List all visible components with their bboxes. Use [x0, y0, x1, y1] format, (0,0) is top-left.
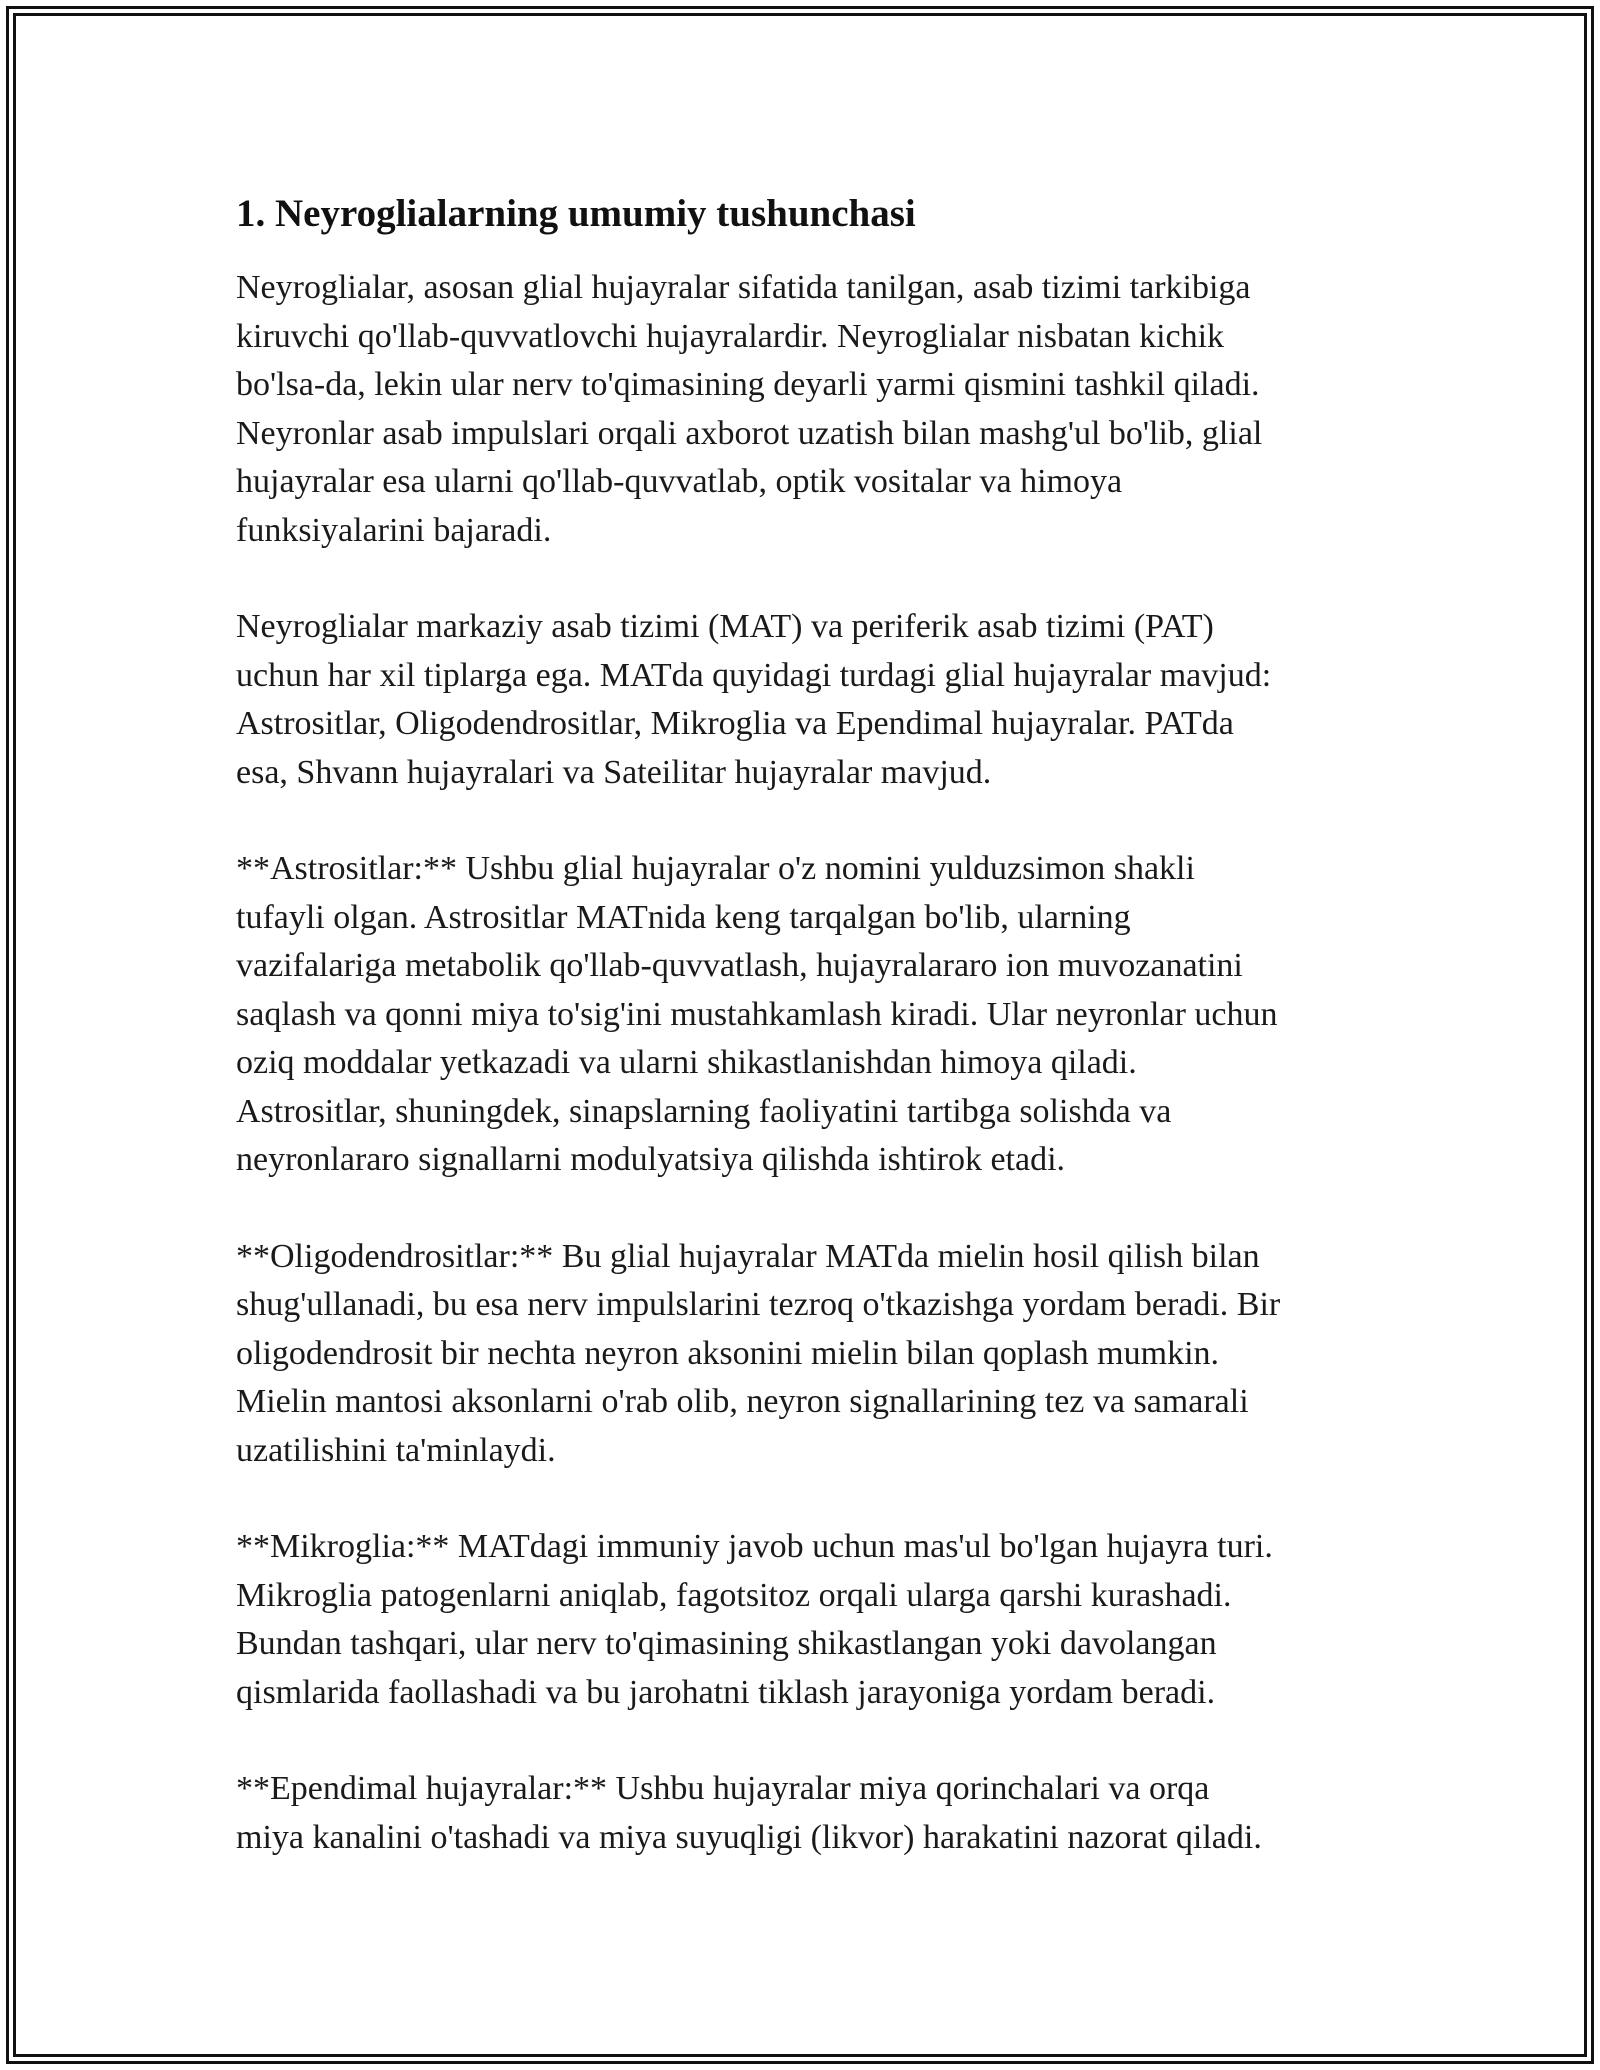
text-line: Astrositlar, shuningdek, sinapslarning faoliyatini tartibga solishda va	[236, 1092, 1172, 1130]
paragraph-types	[236, 603, 1396, 797]
paragraph-astrocytes	[236, 845, 1396, 1185]
text-line: hujayralar esa ularni qo'llab-quvvatlab, optik vositalar va himoya	[236, 463, 1123, 500]
paragraph-intro	[236, 264, 1396, 555]
text-line: qismlarida faollashadi va bu jarohatni tiklash jarayoniga yordam beradi.	[236, 1673, 1216, 1711]
text-line: esa, Shvann hujayralari va Sateilitar hujayralar mavjud.	[236, 753, 992, 791]
text-line: **Ependimal hujayralar:** Ushbu hujayralar miya qorinchalari va orqa	[236, 1770, 1210, 1807]
text-line: saqlash va qonni miya to'sig'ini mustahkamlash kiradi. Ular neyronlar uchun	[236, 995, 1278, 1033]
text-line: kiruvchi qo'llab-quvvatlovchi hujayralardir. Neyroglialar nisbatan kichik	[236, 317, 1225, 355]
paragraph-oligodendrocytes	[236, 1233, 1396, 1476]
text-line: funksiyalarini bajaradi.	[236, 511, 552, 549]
text-line: uzatilishini ta'minlaydi.	[236, 1431, 556, 1469]
text-line: Bundan tashqari, ular nerv to'qimasining shikastlangan yoki davolangan	[236, 1625, 1217, 1662]
text-line: **Astrositlar:** Ushbu glial hujayralar o'z nomini yulduzsimon shakli	[236, 850, 1195, 887]
text-line: tufayli olgan. Astrositlar MATnida keng tarqalgan bo'lib, ularning	[236, 898, 1131, 936]
text-line: Neyroglialar, asosan glial hujayralar sifatida tanilgan, asab tizimi tarkibiga	[236, 269, 1251, 306]
text-line: Mikroglia patogenlarni aniqlab, fagotsitoz orqali ularga qarshi kurashadi.	[236, 1576, 1232, 1614]
paragraph-microglia	[236, 1523, 1396, 1717]
text-line: Mielin mantosi aksonlarni o'rab olib, neyron signallarining tez va samarali	[236, 1383, 1249, 1420]
text-line: miya kanalini o'tashadi va miya suyuqligi (likvor) harakatini nazorat qiladi.	[236, 1818, 1262, 1856]
text-line: neyronlararo signallarni modulyatsiya qilishda ishtirok etadi.	[236, 1141, 1066, 1178]
document-body	[236, 186, 1396, 1862]
text-line: Astrositlar, Oligodendrositlar, Mikroglia va Ependimal hujayralar. PATda	[236, 705, 1234, 742]
text-line: **Oligodendrositlar:** Bu glial hujayralar MATda mielin hosil qilish bilan	[236, 1237, 1260, 1275]
text-line: Neyronlar asab impulslari orqali axborot uzatish bilan mashg'ul bo'lib, glial	[236, 414, 1263, 452]
text-line: uchun har xil tiplarga ega. MATda quyidagi turdagi glial hujayralar mavjud:	[236, 656, 1272, 694]
text-line: oligodendrosit bir nechta neyron aksonini mielin bilan qoplash mumkin.	[236, 1334, 1220, 1372]
text-line: **Mikroglia:** MATdagi immuniy javob uchun mas'ul bo'lgan hujayra turi.	[236, 1528, 1273, 1565]
text-line: bo'lsa-da, lekin ular nerv to'qimasining deyarli yarmi qismini tashkil qiladi.	[236, 366, 1260, 403]
text-line: vazifalariga metabolik qo'llab-quvvatlash, hujayralararo ion muvozanatini	[236, 947, 1243, 984]
paragraph-ependymal	[236, 1765, 1396, 1862]
text-line: oziq moddalar yetkazadi va ularni shikastlanishdan himoya qiladi.	[236, 1044, 1137, 1081]
section-heading: 1. Neyroglialarning umumiy tushunchasi	[236, 192, 916, 235]
text-line: shug'ullanadi, bu esa nerv impulslarini tezroq o'tkazishga yordam beradi. Bir	[236, 1286, 1281, 1323]
text-line: Neyroglialar markaziy asab tizimi (MAT) va periferik asab tizimi (PAT)	[236, 608, 1214, 645]
